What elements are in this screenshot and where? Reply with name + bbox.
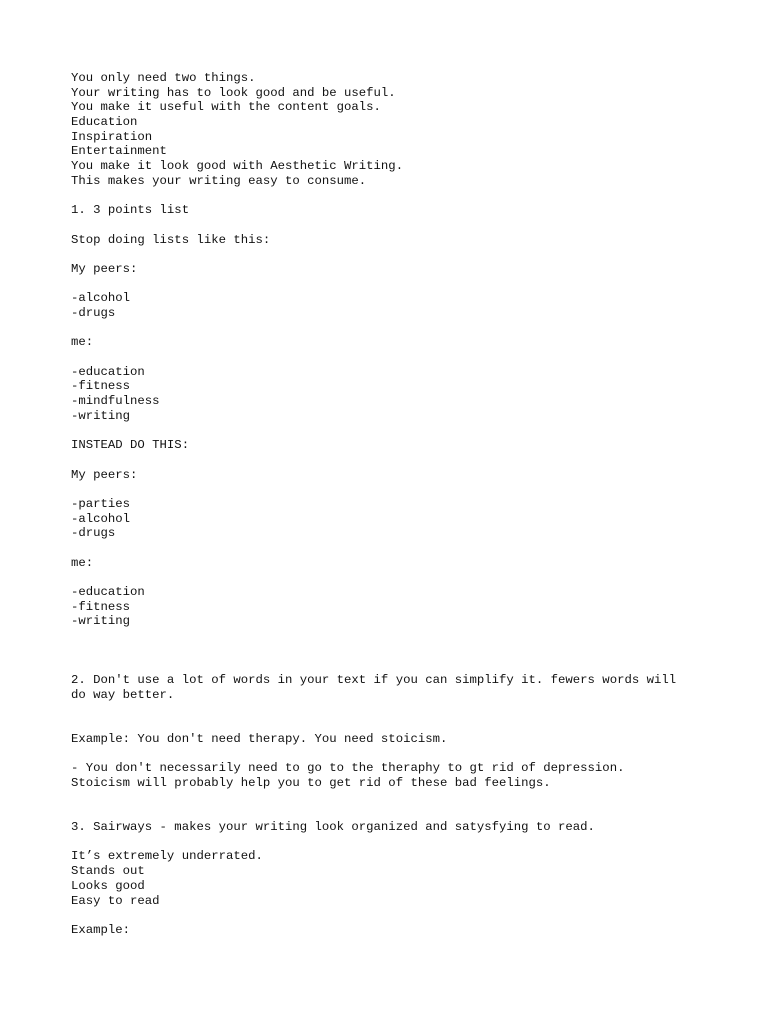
text-line: My peers: (71, 261, 138, 276)
text-line: Example: You don't need therapy. You need stoicism. (71, 731, 448, 746)
text-line (71, 908, 711, 923)
text-line (71, 424, 711, 439)
text-line (71, 570, 711, 585)
text-line: 3. Sairways - makes your writing look organized and satysfying to read. (71, 820, 595, 835)
text-line: -drugs (71, 306, 116, 320)
text-line: Stop doing lists like this: (71, 232, 271, 247)
text-line: Entertainment (71, 144, 167, 159)
document-page (71, 71, 711, 938)
text-line: Example: (71, 922, 131, 937)
text-line (71, 629, 711, 644)
text-line (71, 717, 711, 732)
text-line: You make it look good with Aesthetic Writing. (71, 159, 404, 174)
text-line: -education (71, 585, 145, 600)
text-line: This makes your writing easy to consume. (71, 173, 367, 188)
text-line: It’s extremely underrated. (71, 849, 263, 864)
text-line: -alcohol (71, 291, 131, 306)
text-line: -parties (71, 496, 131, 511)
text-line: -education (71, 364, 145, 379)
text-line: me: (71, 555, 94, 570)
text-line (71, 218, 711, 233)
text-line (71, 321, 711, 336)
text-line: My peers: (71, 467, 138, 482)
text-line: -writing (71, 614, 131, 629)
text-line: me: (71, 335, 94, 350)
text-line: Looks good (71, 878, 145, 893)
text-line (71, 805, 711, 820)
text-line (71, 277, 711, 292)
text-line (71, 747, 711, 762)
text-line: You only need two things. (71, 71, 256, 85)
text-line: -drugs (71, 526, 116, 541)
text-line: Your writing has to look good and be useful. (71, 85, 396, 100)
text-line: 2. Don't use a lot of words in your text if you can simplify it. fewers words will (71, 673, 677, 688)
text-line (71, 482, 711, 497)
text-line: Inspiration (71, 129, 153, 144)
text-line (71, 247, 711, 262)
text-line: INSTEAD DO THIS: (71, 438, 190, 453)
text-line: -fitness (71, 599, 131, 614)
text-line (71, 453, 711, 468)
text-line (71, 835, 711, 850)
text-line (71, 644, 711, 659)
text-line: -alcohol (71, 511, 131, 526)
text-line: Education (71, 115, 138, 130)
text-line (71, 189, 711, 204)
text-line: Stoicism will probably help you to get rid of these bad feelings. (71, 776, 551, 790)
text-line (71, 703, 711, 718)
text-line: -writing (71, 408, 131, 423)
text-line (71, 350, 711, 365)
text-line: -mindfulness (71, 394, 160, 409)
text-line: -fitness (71, 379, 131, 394)
text-line: You make it useful with the content goals. (71, 100, 381, 115)
text-line: do way better. (71, 687, 175, 702)
text-line: Stands out (71, 864, 145, 879)
text-line: Easy to read (71, 893, 160, 908)
text-line (71, 541, 711, 556)
text-line (71, 659, 711, 674)
text-line: - You don't necessarily need to go to the theraphy to gt rid of depression. (71, 761, 625, 776)
text-line (71, 791, 711, 806)
text-line: 1. 3 points list (71, 203, 190, 218)
